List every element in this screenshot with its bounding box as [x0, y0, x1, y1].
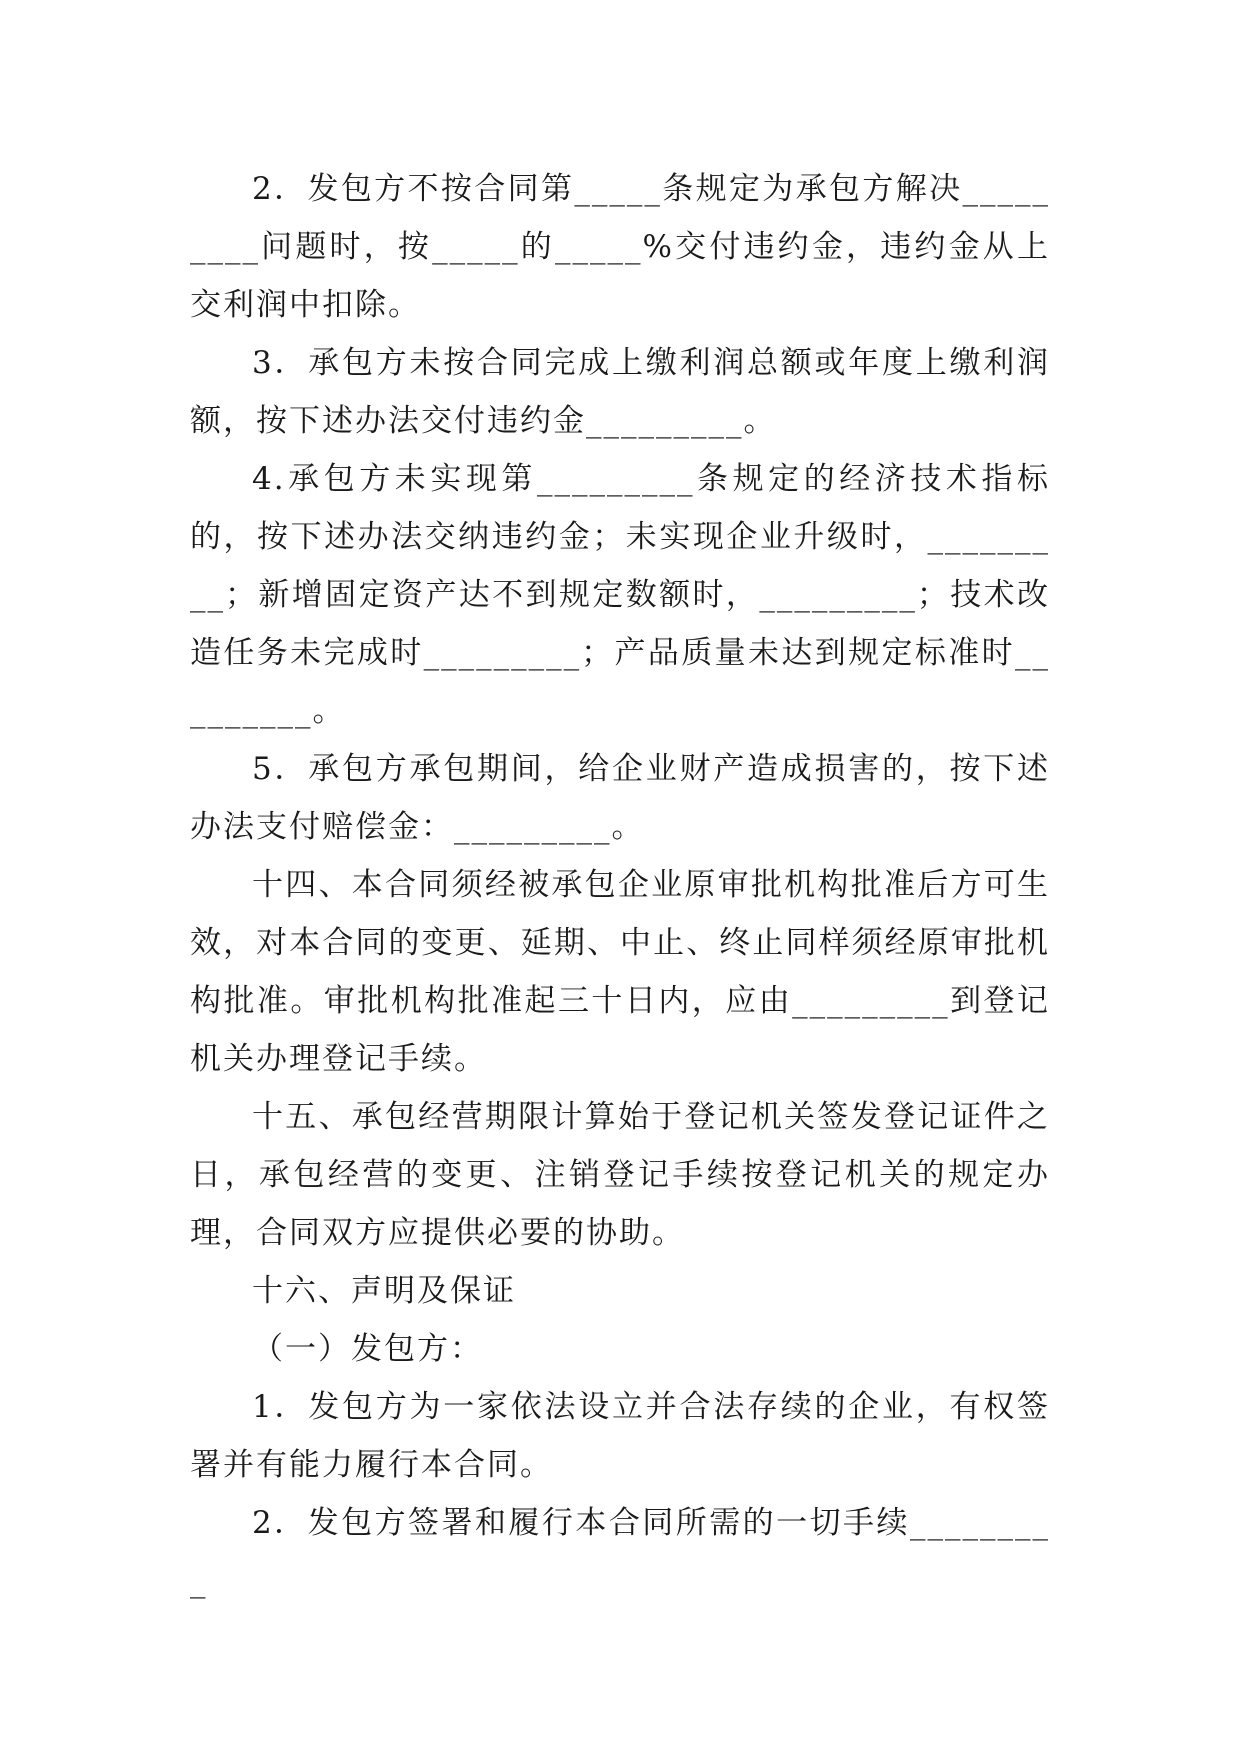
paragraph-party-a-warranty-2: 2．发包方签署和履行本合同所需的一切手续_________ — [190, 1505, 1050, 1599]
document-body — [190, 160, 1050, 1610]
heading-article-16: 十六、声明及保证 — [252, 1273, 516, 1309]
paragraph-article-14: 十四、本合同须经被承包企业原审批机构批准后方可生效，对本合同的变更、延期、中止、终止同样须经原审批机构批准。审批机构批准起三十日内，应由_________到登记机关办理登记手续。 — [190, 867, 1050, 1077]
paragraph-clause-2-penalty: 2．发包方不按合同第_____条规定为承包方解决_________问题时，按_____的_____%交付违约金，违约金从上交利润中扣除。 — [190, 171, 1050, 323]
paragraph-clause-5-compensation: 5．承包方承包期间，给企业财产造成损害的，按下述办法支付赔偿金：_________。 — [190, 751, 1050, 845]
paragraph-clause-4-penalty: 4.承包方未实现第_________条规定的经济技术指标的，按下述办法交纳违约金；未实现企业升级时，_________；新增固定资产达不到规定数额时，_________；技术改造任务未完成时_________；产品质量未达到规定标准时_________。 — [190, 461, 1050, 729]
subheading-party-a: （一）发包方： — [252, 1331, 483, 1367]
paragraph-clause-3-penalty: 3．承包方未按合同完成上缴利润总额或年度上缴利润额，按下述办法交付违约金_________。 — [190, 345, 1050, 439]
paragraph-party-a-warranty-1: 1．发包方为一家依法设立并合法存续的企业，有权签署并有能力履行本合同。 — [190, 1389, 1050, 1483]
paragraph-article-15: 十五、承包经营期限计算始于登记机关签发登记证件之日，承包经营的变更、注销登记手续按登记机关的规定办理，合同双方应提供必要的协助。 — [190, 1099, 1050, 1251]
